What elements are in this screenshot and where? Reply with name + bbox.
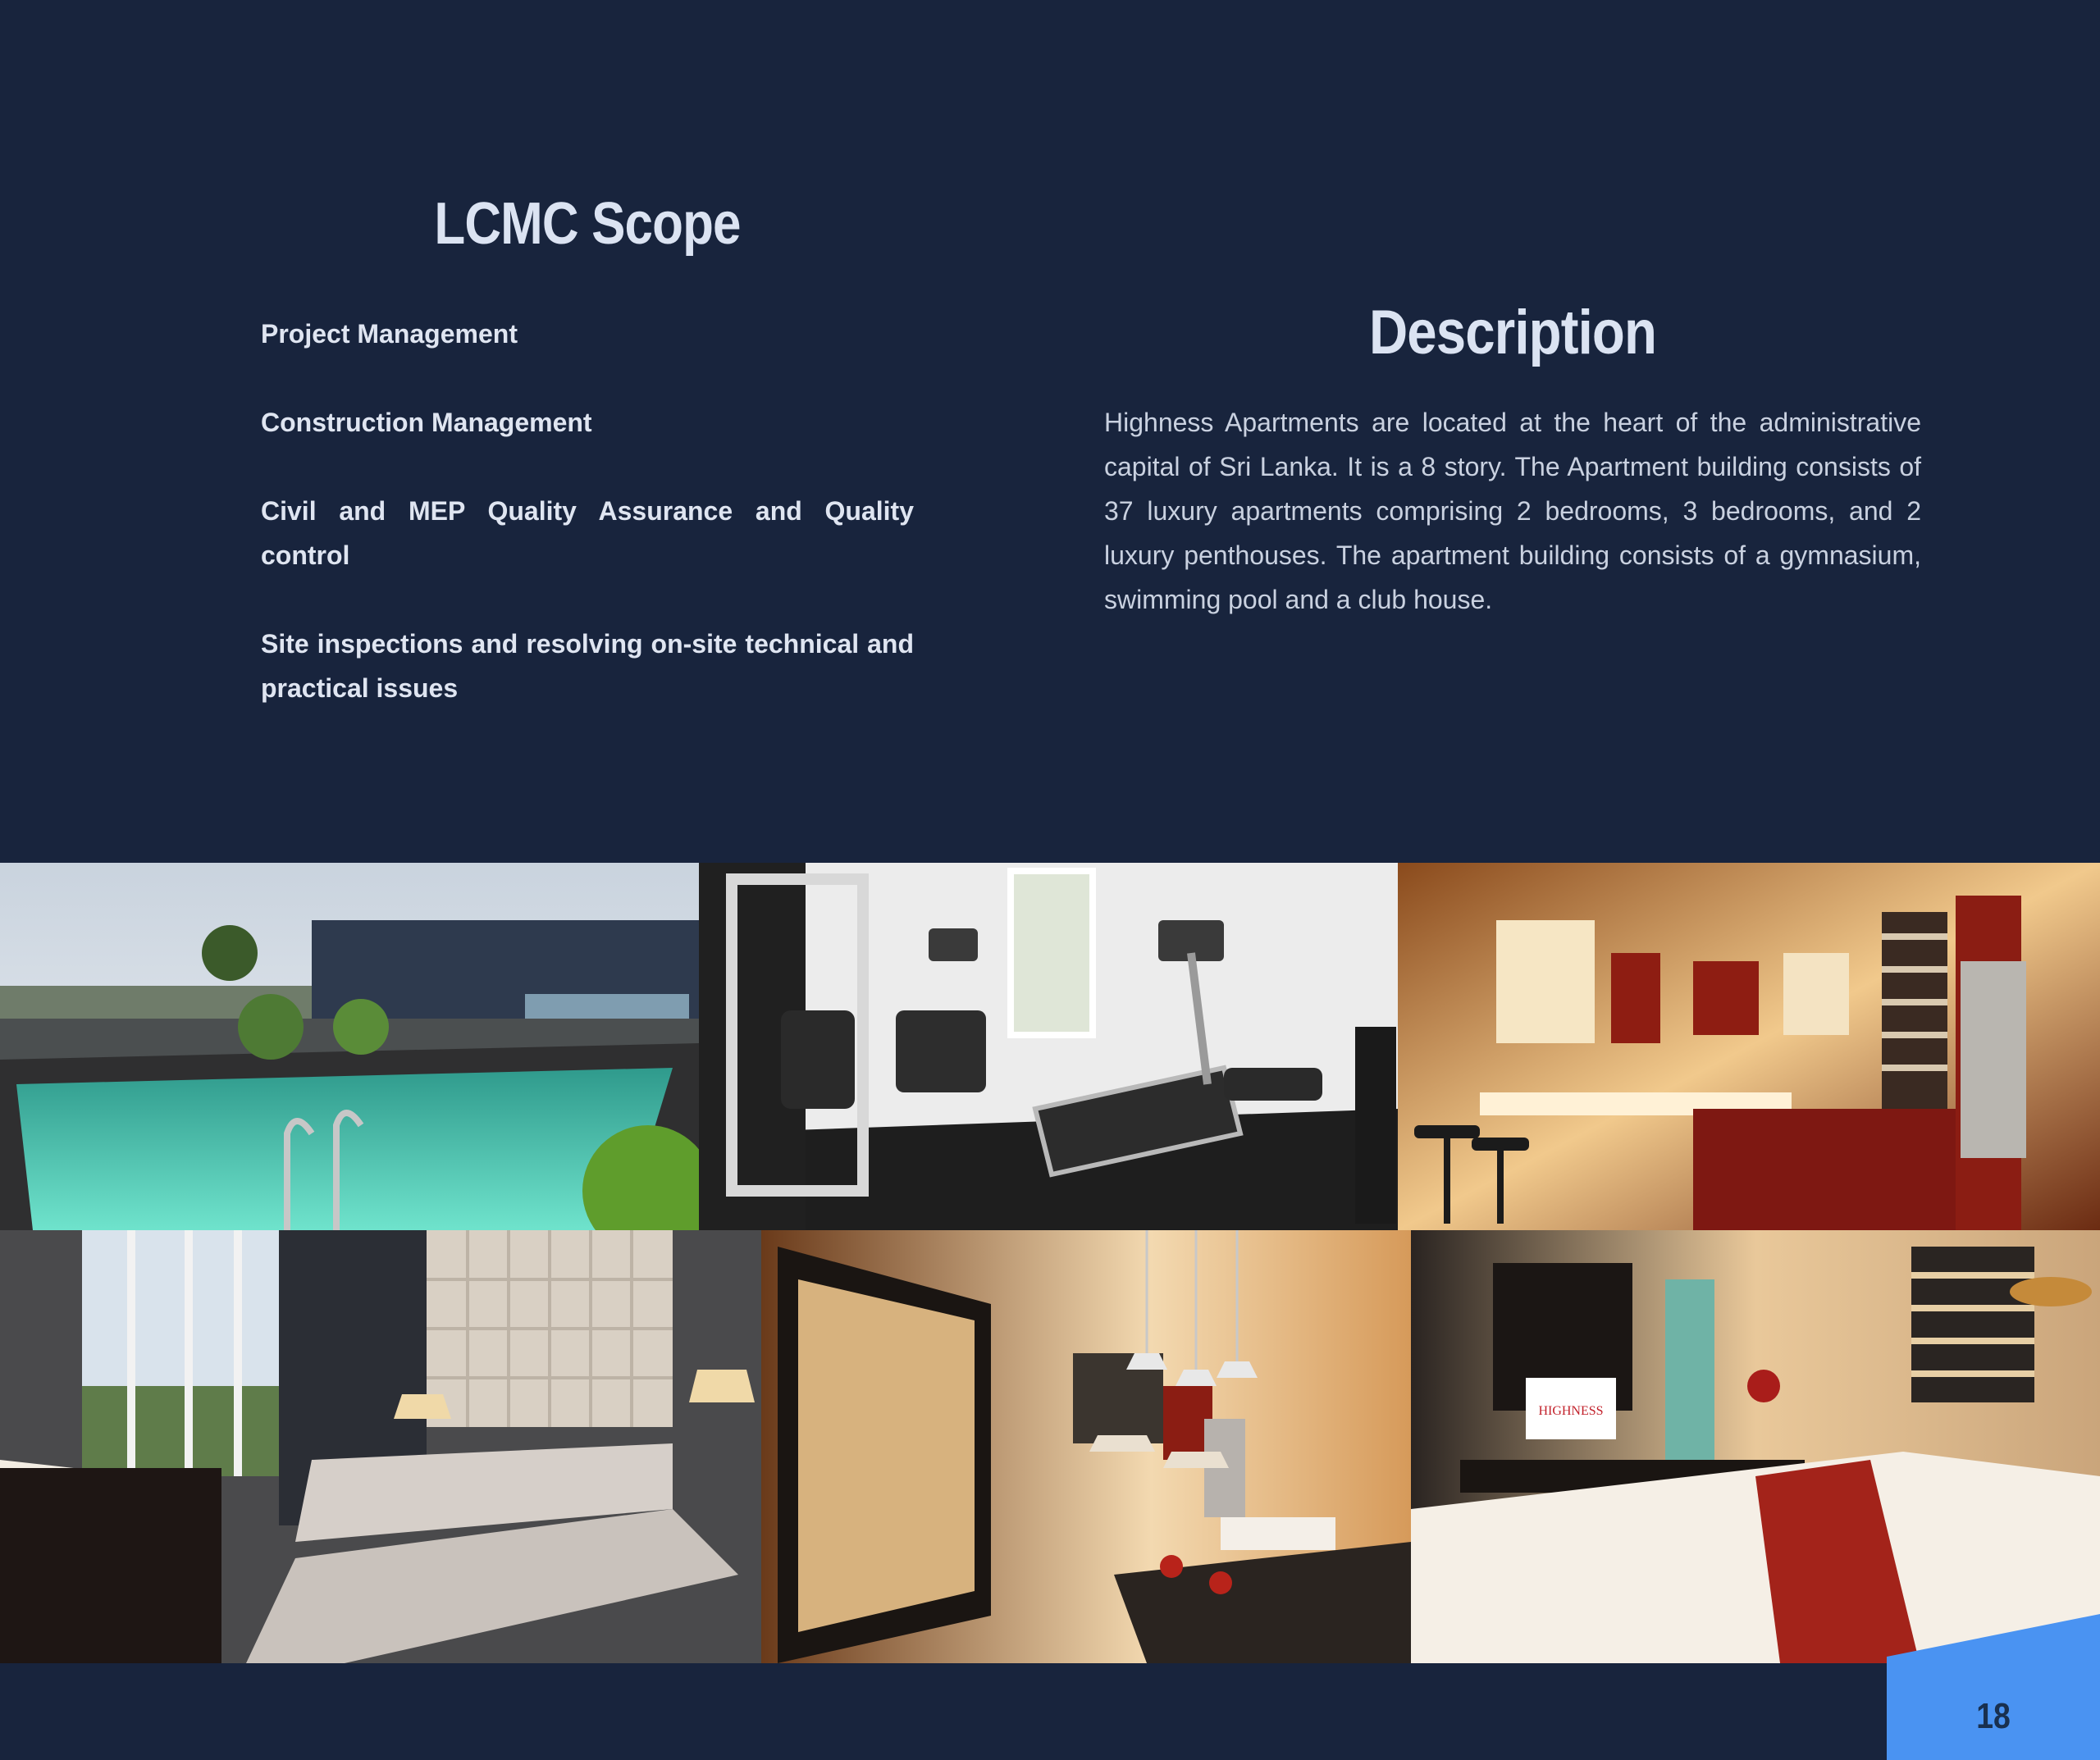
page-corner-tab	[1887, 1614, 2100, 1760]
master-bedroom-photo	[1411, 1230, 2100, 1663]
scope-list	[261, 312, 914, 755]
scope-item: Civil and MEP Quality Assurance and Quality control	[261, 496, 914, 570]
page-number: 18	[1976, 1696, 2011, 1736]
pool-photo	[0, 863, 699, 1230]
scope-title: LCMC Scope	[434, 191, 741, 257]
tv-logo-text: HIGHNESS	[1538, 1404, 1604, 1418]
description-text: Highness Apartments are located at the heart of the administrative capital of Sri Lanka. It is a 8 story. The Apartment building consists of 37 luxury apartments comprising 2 bedrooms, 3 bedrooms, and 2 luxury penthouses. The apartment building consists of a gymnasium, swimming pool and a club house.	[1104, 408, 1921, 614]
description-title: Description	[1368, 298, 1657, 367]
gym-photo	[699, 863, 1398, 1230]
scope-item: Site inspections and resolving on-site technical and practical issues	[261, 629, 914, 703]
kitchen-photo	[1398, 863, 2100, 1230]
scope-item: Project Management	[261, 319, 518, 349]
scope-item: Construction Management	[261, 408, 592, 437]
bedroom-photo	[0, 1230, 761, 1663]
dining-photo	[761, 1230, 1411, 1663]
